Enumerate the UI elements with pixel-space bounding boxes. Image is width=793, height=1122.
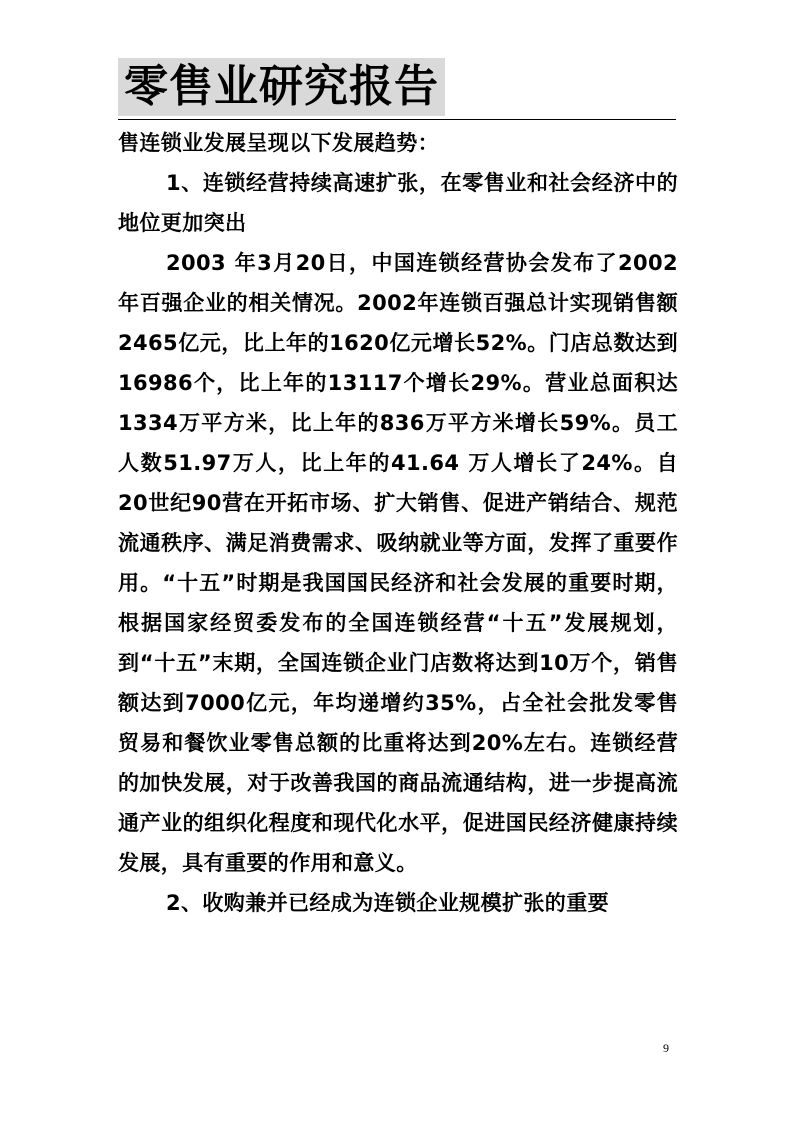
report-body [118,123,678,923]
trend-heading-1: 1、连锁经营持续高速扩张，在零售业和社会经济中的地位更加突出 [118,171,678,235]
page-number: 9 [663,1041,669,1055]
report-header [118,58,676,120]
header-rule [118,119,676,120]
report-title: 零售业研究报告 [124,61,439,112]
trend-paragraph-1: 2003 年3月20日，中国连锁经营协会发布了2002年百强企业的相关情况。2002年连锁百强总计实现销售额2465亿元，比上年的1620亿元增长52%。门店总数达到16986个，比上年的13117个增长29%。营业总面积达1334万平方米，比上年的836万平方米增长59%。员工人数51.97万人，比上年的41.64 万人增长了24%。自20世纪90营在开拓市场、扩大销售、促进产销结合、规范流通秩序、满足消费需求、吸纳就业等方面，发挥了重要作用。“十五”时期是我国国民经济和社会发展的重要时期，根据国家经贸委发布的全国连锁经营“十五”发展规划，到“十五”末期，全国连锁企业门店数将达到10万个，销售额达到7000亿元，年均递增约35%，占全社会批发零售贸易和餐饮业零售总额的比重将达到20%左右。连锁经营的加快发展，对于改善我国的商品流通结构，进一步提高流通产业的组织化程度和现代化水平，促进国民经济健康持续发展，具有重要的作用和意义。 [118,251,678,875]
intro-line: 售连锁业发展呈现以下发展趋势： [118,131,439,155]
title-banner [118,58,445,116]
trend-heading-2: 2、收购兼并已经成为连锁企业规模扩张的重要 [166,891,610,915]
